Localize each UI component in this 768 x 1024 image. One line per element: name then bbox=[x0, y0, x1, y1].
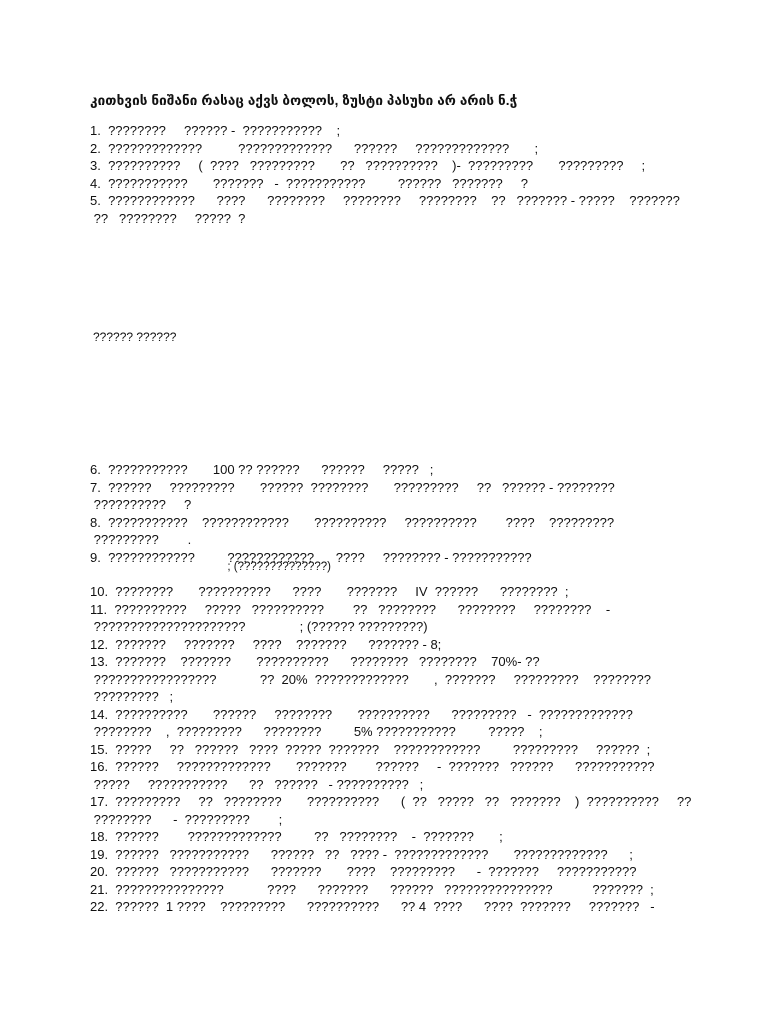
question-line: 15. ????? ?? ?????? ???? ????? ??????? ???????????? ????????? ?????? ; bbox=[90, 741, 651, 757]
question-line: 17. ????????? ?? ???????? ?????????? ( ?? ????? ?? ??????? ) ?????????? ?? bbox=[90, 794, 692, 809]
question-line: 5. ???????????? ???? ???????? ???????? ???????? ?? ??????? - ????? ??????? bbox=[90, 193, 680, 208]
question-line: 12. ??????? ??????? ???? ??????? ??????? - 8; bbox=[90, 636, 442, 652]
question-line: 21. ??????????????? ???? ??????? ?????? ??????????????? ??????? ; bbox=[90, 881, 654, 897]
question-line: ????????? ; bbox=[90, 689, 174, 704]
question-line: 3. ?????????? ( ???? ????????? ?? ?????????? )- ????????? ????????? ; bbox=[90, 158, 646, 173]
question-line: ???????? - ????????? ; bbox=[90, 811, 283, 827]
question-block-6-22 bbox=[90, 461, 692, 916]
question-line: 7. ?????? ????????? ?????? ???????? ????????? ?? ?????? - ???????? bbox=[90, 479, 615, 495]
question-line: 6. ??????????? 100 ?? ?????? ?????? ????? ; bbox=[90, 462, 434, 477]
question-line: 22. ?????? 1 ???? ????????? ?????????? ?? 4 ???? ???? ??????? ??????? - bbox=[90, 899, 655, 914]
question-line: 14. ?????????? ?????? ???????? ?????????? ????????? - ????????????? bbox=[90, 706, 633, 722]
question-line: 4. ??????????? ??????? - ??????????? ?????? ??????? ? bbox=[90, 175, 529, 191]
question-line: ; (??????????????) bbox=[90, 561, 331, 573]
question-line: 2. ????????????? ????????????? ?????? ????????????? ; bbox=[90, 140, 539, 156]
question-line: ????????? . bbox=[90, 532, 192, 547]
question-line: 1. ???????? ?????? - ??????????? ; bbox=[90, 123, 341, 138]
document-heading: კითხვის ნიშანი რასაც აქვს ბოლოს, ზუსტი პასუხი არ არის ნ.ჭ bbox=[90, 93, 518, 108]
question-line: ?? ???????? ????? ? bbox=[90, 210, 246, 226]
question-line: 10. ???????? ?????????? ???? ??????? IV ?????? ???????? ; bbox=[90, 584, 569, 599]
blank-line bbox=[90, 573, 670, 583]
question-block-1-5 bbox=[90, 122, 680, 227]
question-line: 16. ?????? ????????????? ??????? ?????? - ??????? ?????? ??????????? bbox=[90, 759, 655, 774]
question-line: 19. ?????? ??????????? ?????? ?? ???? - ????????????? ????????????? ; bbox=[90, 846, 633, 862]
question-line: ????????????????? ?? 20% ????????????? , ??????? ????????? ???????? bbox=[90, 671, 651, 687]
question-line: 18. ?????? ????????????? ?? ???????? - ??????? ; bbox=[90, 829, 503, 844]
question-line: ???????? , ????????? ???????? 5% ??????????? ????? ; bbox=[90, 724, 543, 739]
question-line: ????? ??????????? ?? ?????? - ?????????? ; bbox=[90, 776, 424, 792]
mid-text: ?????? ?????? bbox=[93, 330, 177, 344]
question-line: 20. ?????? ??????????? ??????? ???? ????????? - ??????? ??????????? bbox=[90, 864, 637, 879]
question-line: 9. ???????????? ???????????? ???? ???????? - ??????????? bbox=[90, 549, 532, 565]
question-line: 13. ??????? ??????? ?????????? ???????? ???????? 70%- ?? bbox=[90, 654, 540, 669]
question-line: 8. ??????????? ???????????? ?????????? ?????????? ???? ????????? bbox=[90, 514, 615, 530]
question-line: ????????????????????? ; (?????? ?????????) bbox=[90, 619, 428, 634]
question-line: 11. ?????????? ????? ?????????? ?? ???????? ???????? ???????? - bbox=[90, 601, 611, 617]
question-line: ?????????? ? bbox=[90, 497, 192, 512]
